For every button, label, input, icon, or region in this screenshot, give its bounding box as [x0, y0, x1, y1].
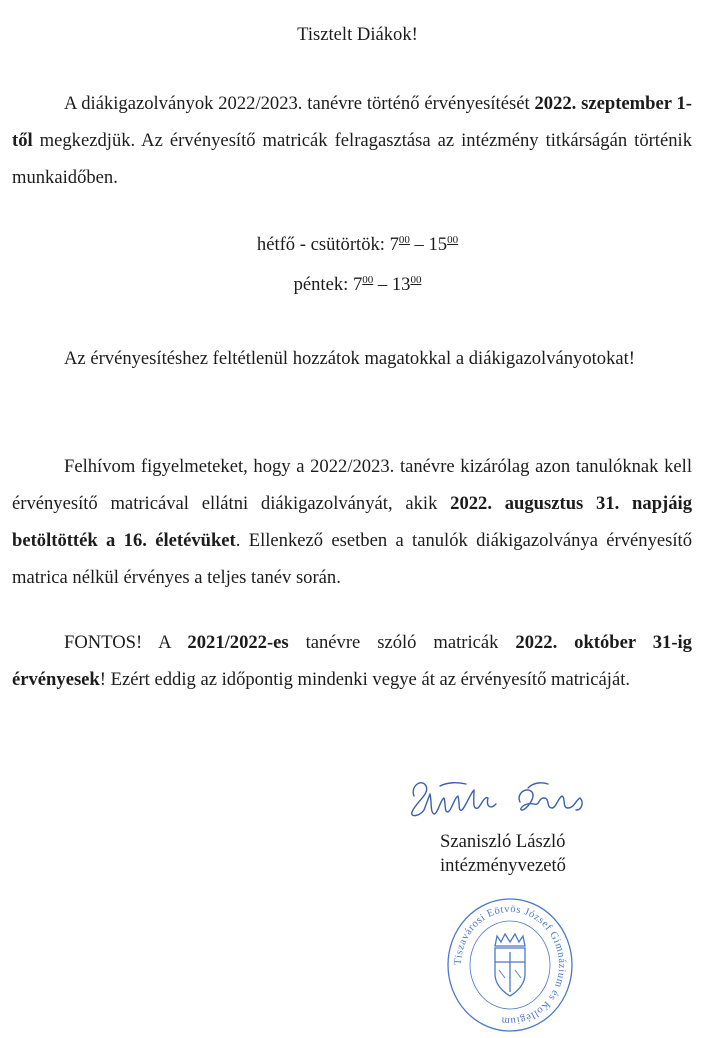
hours2-start-min: 00 — [362, 274, 374, 286]
p4-bold-year: 2021/2022-es — [187, 632, 289, 653]
signer-block — [440, 830, 566, 878]
p4-text-1: FONTOS! A — [64, 632, 188, 653]
hours1-label: hétfő - csütörtök: — [256, 234, 390, 255]
hours1-start-min: 00 — [398, 234, 410, 246]
seal-text: Tiszavárosi Eötvös József Gimnázium és Kollégium — [452, 903, 568, 1027]
p1-text-2: megkezdjük. Az érvényesítő matricák felragasztása az intézmény titkárságán történik munkaidőben. — [12, 130, 692, 188]
p4-text-3: ! Ezért eddig az időpontig mindenki vegye át az érvényesítő matricáját. — [99, 669, 631, 690]
p3-text-2: . Ellenkező esetben a tanulók diákigazolványa érvényesítő matrica nélkül érvényes a teljes tanév során. — [12, 530, 692, 588]
paragraph-eligibility — [12, 448, 692, 596]
p2-text-1: Az érvényesítéshez feltétlenül hozzátok magatokkal a diákigazolványotokat! — [64, 348, 636, 369]
hours1-dash: – — [409, 234, 429, 255]
hours1-end-hour: 15 — [428, 234, 448, 255]
hours2-dash: – — [373, 274, 392, 295]
office-hours-fri — [0, 266, 715, 303]
official-seal-stamp — [445, 896, 575, 1034]
office-hours-mon-thu — [0, 226, 715, 263]
handwritten-signature — [400, 768, 600, 828]
greeting: Tisztelt Diákok! — [297, 24, 418, 45]
p3-text-1: Felhívom figyelmeteket, hogy a 2022/2023. tanévre kizárólag azon tanulóknak kell érvényesítő matricával ellátni diákigazolványát, akik — [12, 456, 692, 514]
hours2-label: péntek: — [293, 274, 353, 295]
p4-text-2: tanévre szóló matricák — [288, 632, 516, 653]
p4-bold-deadline: 2022. október 31-ig érvényesek — [12, 632, 692, 690]
hours2-end-min: 00 — [410, 274, 422, 286]
hours1-end-min: 00 — [447, 234, 459, 246]
hours2-end-hour: 13 — [391, 274, 411, 295]
hours1-start-hour: 7 — [389, 234, 399, 255]
hours2-start-hour: 7 — [352, 274, 363, 295]
paragraph-important — [12, 624, 692, 698]
signer-title: intézményvezető — [440, 855, 566, 876]
p1-bold-date: 2022. szeptember 1-től — [12, 93, 693, 151]
p1-text-1: A diákigazolványok 2022/2023. tanévre történő érvényesítését — [64, 93, 535, 114]
paragraph-validation-start — [12, 85, 692, 196]
paragraph-bring-id — [12, 340, 692, 377]
signer-name: Szaniszló László — [440, 831, 566, 852]
p3-bold-age: 2022. augusztus 31. napjáig betöltötték a 16. életévüket — [12, 493, 692, 551]
